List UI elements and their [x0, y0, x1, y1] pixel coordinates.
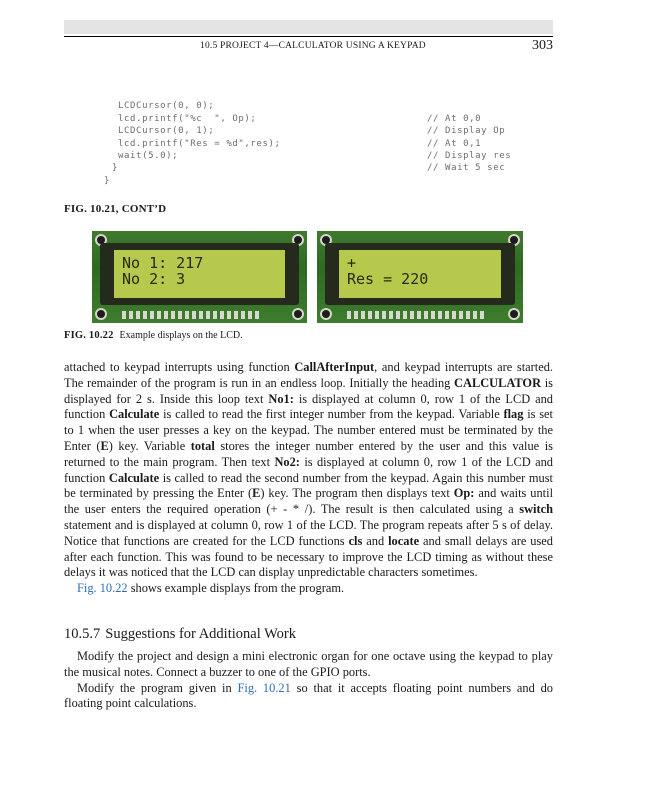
figure-continued-label: FIG. 10.21, CONT’D — [64, 203, 167, 215]
running-head: 10.5 PROJECT 4—CALCULATOR USING A KEYPAD — [200, 41, 426, 51]
code-comment: // At 0,0 — [427, 113, 482, 124]
lcd-bezel — [325, 243, 515, 305]
section-body — [64, 649, 553, 712]
figure-link[interactable]: Fig. 10.21 — [237, 680, 291, 695]
lcd-screen — [339, 250, 501, 298]
mount-hole — [95, 308, 107, 320]
section-title: Suggestions for Additional Work — [105, 626, 296, 642]
mount-hole — [508, 308, 520, 320]
section-number: 10.5.7 — [64, 626, 101, 642]
figure-caption-label: FIG. 10.22 — [64, 330, 114, 341]
code-statement: wait(5.0); — [118, 150, 179, 161]
figure-caption-text: Example displays on the LCD. — [119, 330, 243, 341]
mount-hole — [320, 308, 332, 320]
section-paragraph: Modify the project and design a mini electronic organ for one octave using the keypad to play the musical notes. Connect a buzzer to one of the GPIO ports. — [64, 649, 553, 679]
code-comment: // At 0,1 — [427, 138, 482, 149]
section-paragraph: Modify the program given in Fig. 10.21 so that it accepts floating point numbers and do floating point calculations. — [64, 680, 553, 711]
mount-hole — [292, 308, 304, 320]
code-statement: lcd.printf("Res = %d",res); — [118, 138, 281, 149]
page-top-band — [64, 20, 553, 34]
code-statement: LCDCursor(0, 1); — [118, 126, 215, 137]
lcd-bezel — [100, 243, 299, 305]
code-statement: LCDCursor(0, 0); — [118, 101, 215, 112]
lcd-header-pins — [347, 311, 487, 319]
figure-link[interactable]: Fig. 10.22 — [77, 581, 128, 596]
body-paragraph: attached to keypad interrupts using function CallAfterInput, and keypad interrupts are started. The remainder of the program is run in an endless loop. Initially the heading CALCULATOR is displayed for 2 s. Inside this loop text No1: is displayed at column 0, row 1 of the LCD and function Calculate is called to read the first integer number from the keypad. Variable flag is set to 1 when the user presses a key on the keypad. The number entered must be terminated by the Enter (E) key. Variable total stores the integer number entered by the user and this value is returned to the main program. Then text No2: is displayed at column 0, row 1 of the LCD and function Calculate is called to read the second number from the keypad. Again this number must be terminated by pressing the Enter (E) key. The program then displays text Op: and waits until the user enters the required operation (+ - * /). The result is then calculated using a switch statement and is displayed at column 0, row 1 of the LCD. The program repeats after 5 s of delay. Notice that functions are created for the LCD functions cls and locate and small delays are used after each function. This was found to be necessary to improve the LCD timing as without these delays it was noticed that the LCD can display unpredictable characters sometimes. — [64, 360, 554, 580]
code-closing-brace: } — [104, 175, 111, 186]
code-listing — [96, 88, 536, 186]
lcd-row-2: Res = 220 — [347, 270, 429, 288]
page-number: 303 — [532, 38, 553, 53]
code-statement: lcd.printf("%c ", Op); — [118, 113, 257, 124]
lcd-screen — [114, 250, 285, 298]
lcd-photo-left — [92, 231, 307, 323]
header-rule — [64, 36, 553, 37]
lcd-header-pins — [122, 311, 262, 319]
lcd-photo-right — [317, 231, 523, 323]
lcd-row-1: + — [347, 254, 357, 272]
code-comment: // Display res — [427, 150, 512, 161]
lcd-row-2: No 2: 3 — [122, 270, 186, 288]
section-heading — [64, 626, 296, 643]
body-text — [64, 360, 553, 597]
code-closing-brace: } — [112, 163, 119, 174]
code-comment: // Wait 5 sec — [427, 163, 506, 174]
code-line — [96, 162, 536, 186]
body-paragraph: Fig. 10.22 shows example displays from the program. — [77, 581, 345, 596]
figure-caption — [64, 330, 243, 341]
code-comment: // Display Op — [427, 126, 506, 137]
lcd-row-1: No 1: 217 — [122, 254, 204, 272]
